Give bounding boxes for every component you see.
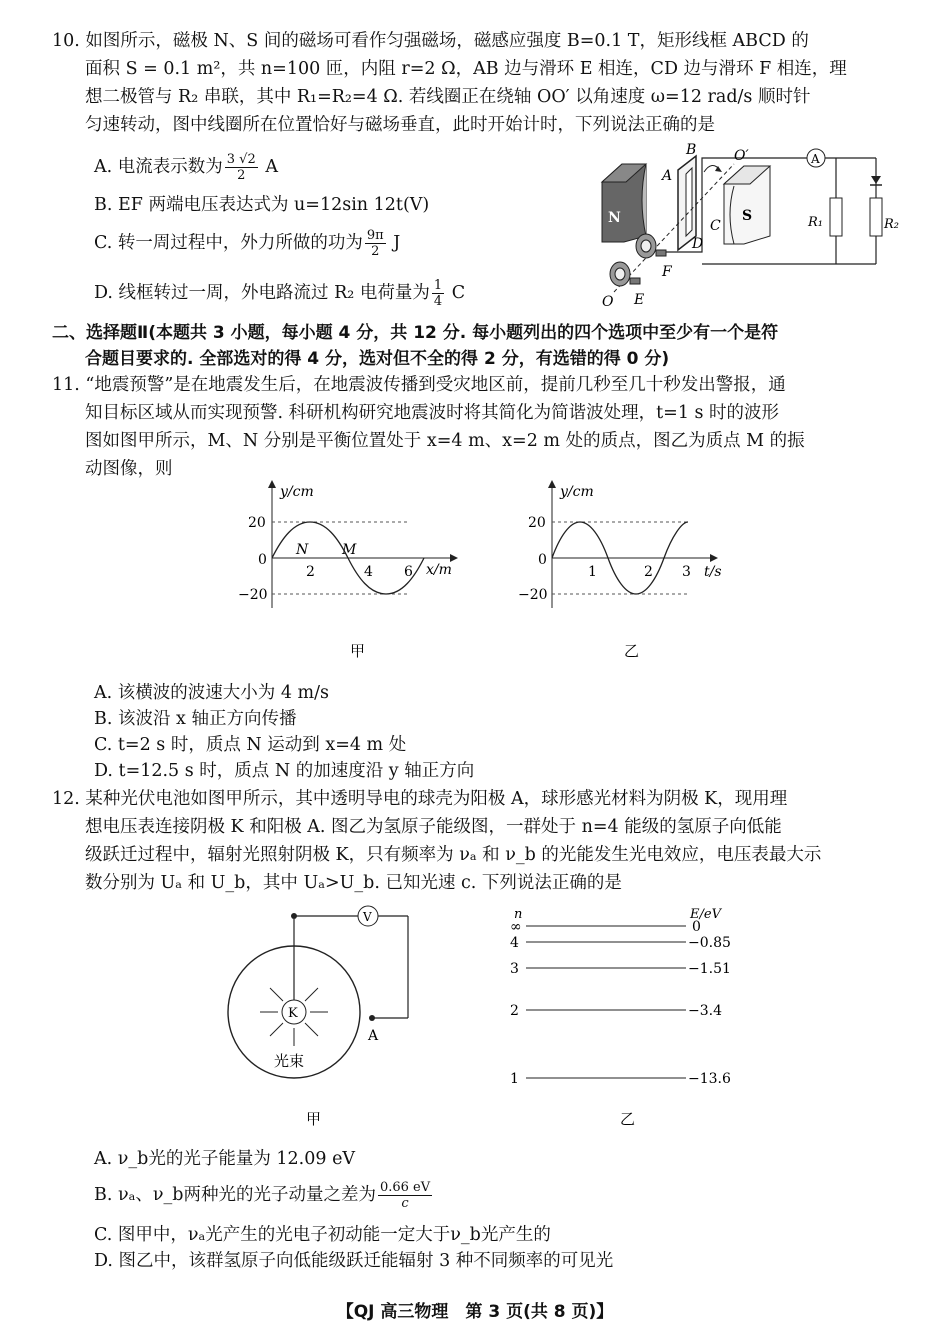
svg-text:−1.51: −1.51 [688, 961, 731, 977]
fraction-numerator: 9π [366, 228, 384, 243]
y-tick-neg: −20 [238, 587, 268, 603]
svg-text:3: 3 [510, 961, 519, 977]
t-tick-1: 1 [588, 564, 597, 580]
q10-stem-line-1: 10. 如图所示，磁极 N、S 间的磁场可看作匀强磁场，磁感应强度 B=0.1 T，矩形线框 ABCD 的 [52, 31, 809, 51]
label-a: A [662, 168, 673, 184]
fraction-numerator: 1 [433, 278, 443, 293]
ylabel: y/cm [560, 484, 594, 500]
section-2-heading-line-2: 合题目要求的. 全部选对的得 4 分，选对但不全的得 2 分，有选错的得 0 分) [85, 349, 670, 369]
label-c: C [710, 218, 721, 234]
q11-stem-line-3: 图如图甲所示，M、N 分别是平衡位置处于 x=4 m、x=2 m 处的质点，图乙为质点 M 的振 [85, 431, 805, 451]
svg-text:∞: ∞ [510, 919, 522, 935]
page-footer: 【QJ 高三物理 第 3 页(共 8 页)】 [336, 1302, 614, 1322]
fraction-numerator: 3 √2 [226, 152, 256, 167]
level-4 [510, 935, 731, 951]
xlabel: x/m [426, 562, 452, 578]
point-m-label: M [342, 542, 357, 558]
q10-stem-line-4: 匀速转动，图中线圈所在位置恰好与磁场垂直，此时开始计时，下列说法正确的是 [85, 115, 715, 135]
unit: A [265, 157, 278, 177]
svg-text:−3.4: −3.4 [688, 1003, 722, 1019]
svg-text:2: 2 [510, 1003, 519, 1019]
fraction-denominator: 4 [433, 294, 443, 309]
q10-option-c-fraction [365, 228, 386, 259]
e-header: E/eV [690, 907, 721, 922]
ammeter-label: A [811, 152, 820, 166]
q12-option-b-fraction [378, 1180, 432, 1211]
svg-text:1: 1 [510, 1071, 519, 1087]
resistor-r2 [870, 198, 882, 236]
q10-option-d [94, 278, 465, 309]
origin-label: 0 [538, 552, 547, 568]
n-header: n [514, 907, 523, 922]
fraction-denominator: c [401, 1196, 409, 1211]
q11-stem-line-2: 知目标区域从而实现预警. 科研机构研究地震波时将其简化为简谐波处理，t=1 s 时的波形 [85, 403, 780, 423]
y-tick-pos: 20 [248, 515, 266, 531]
voltmeter-label: V [363, 910, 372, 924]
q11-option-d: D. t=12.5 s 时，质点 N 的加速度沿 y 轴正方向 [94, 761, 475, 781]
caption: 甲 [306, 1110, 322, 1128]
q11-stem-line-1: 11. “地震预警”是在地震发生后，在地震波传播到受灾地区前，提前几秒至几十秒发出警报，通 [52, 375, 786, 395]
anode-a-label: A [368, 1028, 379, 1044]
caption: 乙 [620, 1110, 636, 1128]
x-tick-6: 6 [404, 564, 413, 580]
label-d: D [692, 236, 704, 252]
light-beam-label: 光束 [274, 1052, 305, 1070]
q10-stem-line-2: 面积 S = 0.1 m²，共 n=100 匝，内阻 r=2 Ω，AB 边与滑环 E 相连，CD 边与滑环 F 相连，理 [85, 59, 847, 79]
t-tick-2: 2 [644, 564, 653, 580]
pole-s-label: S [742, 208, 753, 224]
x-tick-2: 2 [306, 564, 315, 580]
r1-label: R₁ [808, 215, 823, 230]
label-e: E [634, 292, 645, 308]
q12-option-b [94, 1180, 434, 1211]
q12-stem-line-2: 想电压表连接阴极 K 和阳极 A. 图乙为氢原子能级图，一群处于 n=4 能级的氢原子向低能 [85, 817, 782, 837]
unit: J [393, 233, 401, 253]
t-tick-3: 3 [682, 564, 691, 580]
q12-option-a: A. ν_b光的光子能量为 12.09 eV [94, 1149, 356, 1169]
q10-option-c [94, 228, 400, 259]
caption: 乙 [624, 642, 640, 660]
q12-stem-line-1: 12. 某种光伏电池如图甲所示，其中透明导电的球壳为阳极 A，球形感光材料为阴极 K，现用理 [52, 789, 788, 809]
energy-level-diagram [500, 900, 740, 1140]
fraction-numerator: 0.66 eV [379, 1180, 431, 1195]
label-f: F [662, 264, 672, 280]
q10-option-d-text: D. 线框转过一周，外电路流过 R₂ 电荷量为 [94, 283, 430, 303]
ylabel: y/cm [280, 484, 314, 500]
unit: C [451, 283, 466, 303]
fraction-denominator: 2 [237, 168, 246, 183]
q11-option-b: B. 该波沿 x 轴正方向传播 [94, 709, 297, 729]
fraction-denominator: 2 [371, 244, 380, 259]
q12-stem-line-4: 数分别为 Uₐ 和 U_b，其中 Uₐ>U_b. 已知光速 c. 下列说法正确的是 [85, 873, 622, 893]
y-tick-neg: −20 [518, 587, 548, 603]
q11-stem-line-4: 动图像，则 [85, 459, 173, 479]
vibration-graph-yi [512, 478, 742, 668]
q12-stem-line-3: 级跃迁过程中，辐射光照射阴极 K，只有频率为 νₐ 和 ν_b 的光能发生光电效应，电压表最大示 [85, 845, 822, 865]
q12-option-d: D. 图乙中，该群氢原子向低能级跃迁能辐射 3 种不同频率的可见光 [94, 1251, 614, 1271]
q12-option-c: C. 图甲中，νₐ光产生的光电子初动能一定大于ν_b光产生的 [94, 1225, 551, 1245]
svg-text:−0.85: −0.85 [688, 935, 731, 951]
svg-text:0: 0 [692, 919, 701, 935]
cathode-k-label: K [288, 1006, 298, 1021]
resistor-r1 [830, 198, 842, 236]
label-o: O [602, 294, 614, 310]
svg-text:−13.6: −13.6 [688, 1071, 731, 1087]
xlabel: t/s [704, 564, 722, 580]
svg-text:4: 4 [510, 935, 519, 951]
photocell-figure [222, 900, 422, 1140]
q10-option-d-fraction [432, 278, 444, 309]
section-2-heading-line-1: 二、选择题Ⅱ(本题共 3 小题，每小题 4 分，共 12 分. 每小题列出的四个选项中至少有一个是符 [52, 323, 779, 343]
level-1 [510, 1071, 731, 1087]
level-2 [510, 1003, 722, 1019]
level-3 [510, 961, 731, 977]
diode-icon [871, 176, 881, 184]
y-tick-pos: 20 [528, 515, 546, 531]
point-n-label: N [296, 542, 309, 558]
pole-n-label: N [608, 210, 621, 226]
q10-stem-line-3: 想二极管与 R₂ 串联，其中 R₁=R₂=4 Ω. 若线圈正在绕轴 OO′ 以角速度 ω=12 rad/s 顺时针 [85, 87, 811, 107]
q10-option-a [94, 152, 278, 183]
label-o-prime: O′ [734, 148, 749, 164]
label-b: B [686, 142, 697, 158]
q11-option-a: A. 该横波的波速大小为 4 m/s [94, 683, 329, 703]
x-tick-4: 4 [364, 564, 373, 580]
q10-option-c-text: C. 转一周过程中，外力所做的功为 [94, 233, 363, 253]
q11-option-c: C. t=2 s 时，质点 N 运动到 x=4 m 处 [94, 735, 407, 755]
generator-figure [594, 140, 909, 312]
q10-option-a-fraction [225, 152, 258, 183]
level-infinity [510, 919, 701, 935]
q12-option-b-text: B. νₐ、ν_b两种光的光子动量之差为 [94, 1185, 376, 1205]
caption: 甲 [350, 642, 366, 660]
origin-label: 0 [258, 552, 267, 568]
r2-label: R₂ [884, 217, 899, 232]
wave-graph-jia [232, 478, 462, 668]
q10-option-b: B. EF 两端电压表达式为 u=12sin 12t(V) [94, 195, 430, 215]
q10-option-a-text: A. 电流表示数为 [94, 157, 223, 177]
